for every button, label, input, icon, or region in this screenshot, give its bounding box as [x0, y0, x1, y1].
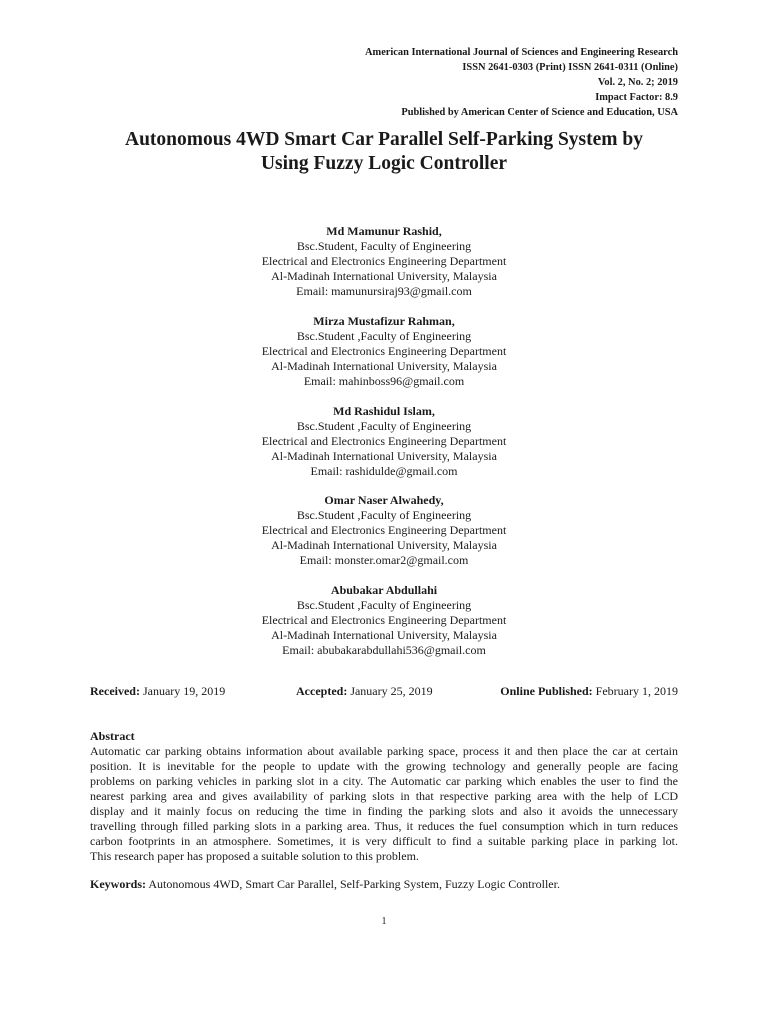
journal-impact-factor: Impact Factor: 8.9	[595, 92, 678, 103]
abstract-line: travelling through filled parking slots in a parking area. Thus, it reduces the fuel consumption which in turn reduces	[90, 819, 678, 833]
author-name: Mirza Mustafizur Rahman,	[313, 313, 455, 328]
abstract-line: display and it mainly focus on reducing the time in finding the parking slots and also it avoids the unnecessary	[90, 804, 678, 818]
publication-dates	[90, 684, 678, 700]
author-role: Bsc.Student ,Faculty of Engineering	[296, 508, 472, 523]
author-email: Email: mamunursiraj93@gmail.com	[296, 284, 472, 298]
accepted-value: January 25, 2019	[350, 684, 433, 698]
author-role: Bsc.Student ,Faculty of Engineering	[296, 418, 472, 433]
online-published-date	[500, 684, 678, 699]
abstract-line: position. It is inevitable for the people to update with the growing technology and generally people are facing	[90, 759, 678, 773]
abstract-line: This research paper has proposed a suitable solution to this problem.	[90, 849, 419, 863]
author-role: Bsc.Student ,Faculty of Engineering	[296, 328, 472, 343]
author-name: Md Rashidul Islam,	[333, 403, 435, 418]
author-university: Al-Madinah International University, Malaysia	[271, 628, 497, 643]
online-published-value: February 1, 2019	[595, 684, 678, 698]
abstract-line: problems on parking vehicles in parking slot in a city. The Automatic car parking which enables the user to find the	[90, 774, 678, 788]
author-department: Electrical and Electronics Engineering Department	[261, 254, 507, 268]
paper-title-line-2: Using Fuzzy Logic Controller	[260, 153, 508, 174]
author-block	[0, 314, 768, 389]
keywords-label: Keywords:	[90, 877, 146, 891]
paper-title-line-1: Autonomous 4WD Smart Car Parallel Self-Parking System by	[125, 129, 643, 150]
received-date	[90, 684, 225, 699]
author-role: Bsc.Student, Faculty of Engineering	[296, 239, 472, 253]
author-name: Abubakar Abdullahi	[330, 583, 438, 598]
author-university: Al-Madinah International University, Malaysia	[271, 358, 497, 373]
author-department: Electrical and Electronics Engineering Department	[261, 613, 507, 628]
journal-publisher: Published by American Center of Science and Education, USA	[401, 107, 678, 118]
author-name: Omar Naser Alwahedy,	[324, 493, 444, 508]
author-department: Electrical and Electronics Engineering Department	[261, 523, 507, 538]
page-number: 1	[381, 916, 387, 927]
author-department: Electrical and Electronics Engineering Department	[261, 343, 507, 358]
journal-header	[365, 45, 678, 120]
author-email: Email: mahinboss96@gmail.com	[303, 373, 465, 388]
author-list	[0, 224, 768, 673]
author-email: Email: monster.omar2@gmail.com	[299, 553, 469, 568]
author-name: Md Mamunur Rashid,	[326, 224, 442, 238]
journal-volume: Vol. 2, No. 2; 2019	[597, 77, 678, 88]
online-published-label: Online Published:	[500, 684, 593, 698]
paper-title	[0, 128, 768, 176]
abstract-line: carbon footprints in an atmosphere. Sometimes, it is very difficult to find a suitable parking place in parking lot.	[90, 834, 678, 848]
received-value: January 19, 2019	[142, 684, 226, 698]
author-role: Bsc.Student ,Faculty of Engineering	[296, 598, 472, 613]
author-block	[0, 224, 768, 299]
author-block	[0, 493, 768, 568]
author-block	[0, 583, 768, 658]
journal-name: American International Journal of Sciences and Engineering Research	[365, 47, 678, 58]
abstract-line: Automatic car parking obtains information about available parking space, process it and then place the car at certain	[90, 744, 678, 758]
abstract-heading: Abstract	[90, 729, 135, 743]
abstract-section	[90, 729, 678, 864]
author-university: Al-Madinah International University, Malaysia	[271, 448, 497, 463]
author-department: Electrical and Electronics Engineering Department	[261, 433, 507, 448]
accepted-label: Accepted:	[296, 684, 348, 698]
received-label: Received:	[90, 684, 140, 698]
author-block	[0, 404, 768, 479]
author-university: Al-Madinah International University, Malaysia	[271, 269, 497, 283]
author-university: Al-Madinah International University, Malaysia	[271, 538, 497, 553]
abstract-line: nearest parking area and gives availability of parking slots in that respective parking area with the help of LCD	[90, 789, 678, 803]
accepted-date	[296, 684, 433, 699]
keywords-section	[90, 877, 678, 892]
author-email: Email: rashidulde@gmail.com	[310, 463, 458, 478]
keywords-text: Autonomous 4WD, Smart Car Parallel, Self-Parking System, Fuzzy Logic Controller.	[148, 877, 560, 891]
author-email: Email: abubakarabdullahi536@gmail.com	[282, 643, 486, 658]
journal-issn: ISSN 2641-0303 (Print) ISSN 2641-0311 (Online)	[462, 62, 678, 73]
